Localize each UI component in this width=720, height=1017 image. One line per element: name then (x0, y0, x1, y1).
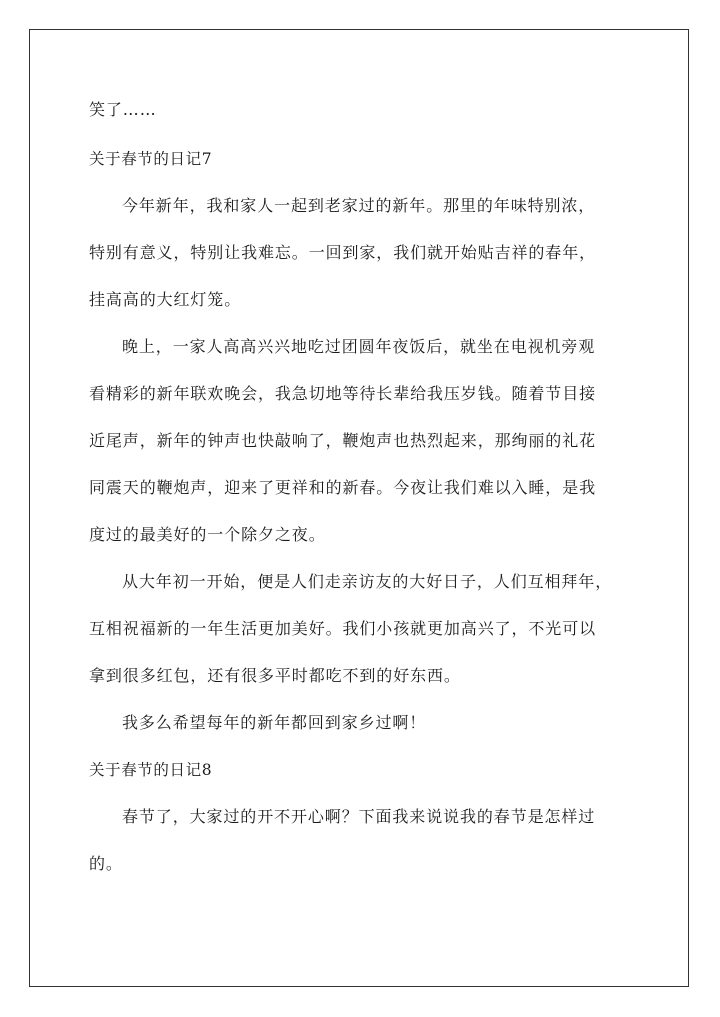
paragraph-line: 互相祝福新的一年生活更加美好。我们小孩就更加高兴了，不光可以 (89, 619, 597, 638)
paragraph-line: 度过的最美好的一个除夕之夜。 (89, 525, 326, 544)
paragraph-line: 同震天的鞭炮声，迎来了更祥和的新春。今夜让我们难以入睡，是我 (89, 478, 597, 497)
section-heading: 关于春节的日记7 (89, 150, 213, 168)
paragraph-line: 近尾声，新年的钟声也快敲响了，鞭炮声也热烈起来，那绚丽的礼花 (89, 431, 597, 450)
paragraph-line: 特别有意义，特别让我难忘。一回到家，我们就开始贴吉祥的春年， (89, 243, 597, 262)
paragraph-line: 晚上，一家人高高兴兴地吃过团圆年夜饭后，就坐在电视机旁观 (122, 337, 596, 356)
paragraph-line: 的。 (89, 854, 123, 873)
paragraph-line: 今年新年，我和家人一起到老家过的新年。那里的年味特别浓， (122, 196, 596, 215)
paragraph-line: 看精彩的新年联欢晚会，我急切地等待长辈给我压岁钱。随着节目接 (89, 384, 597, 403)
paragraph-line: 拿到很多红包，还有很多平时都吃不到的好东西。 (89, 666, 461, 685)
paragraph-line: 挂高高的大红灯笼。 (89, 290, 242, 309)
text-line: 笑了…… (89, 100, 157, 119)
paragraph-line: 春节了，大家过的开不开心啊？下面我来说说我的春节是怎样过 (122, 807, 596, 826)
paragraph-line: 从大年初一开始，便是人们走亲访友的大好日子，人们互相拜年， (122, 572, 613, 591)
page-border (29, 29, 689, 987)
paragraph-line: 我多么希望每年的新年都回到家乡过啊！ (122, 713, 427, 732)
section-heading: 关于春节的日记8 (89, 761, 213, 779)
